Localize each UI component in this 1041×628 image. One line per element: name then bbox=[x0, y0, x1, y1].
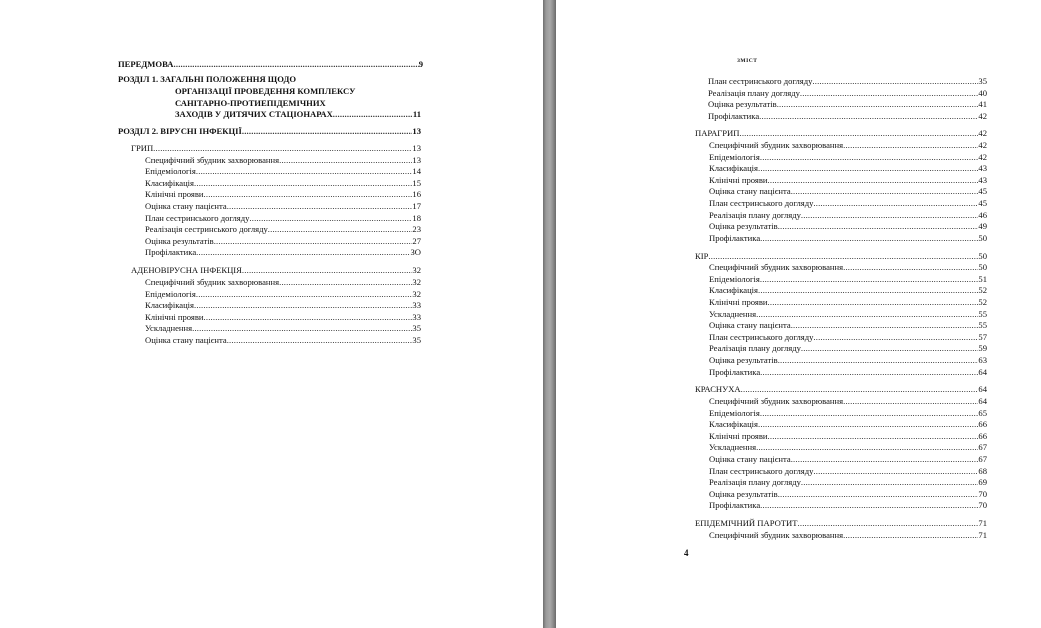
toc-item-page: 43 bbox=[978, 174, 987, 185]
toc-item-title: Оцінка стану пацієнта bbox=[709, 186, 791, 197]
toc-item bbox=[145, 189, 421, 201]
toc-item-page: 33 bbox=[412, 300, 421, 311]
leader-dots bbox=[279, 155, 412, 167]
leader-dots bbox=[800, 88, 979, 100]
toc-item bbox=[709, 175, 987, 187]
leader-dots bbox=[196, 247, 410, 259]
toc-item-page: 14 bbox=[412, 166, 421, 177]
leader-dots bbox=[813, 466, 978, 478]
toc-item bbox=[145, 201, 421, 213]
leader-dots bbox=[741, 384, 979, 396]
toc-item-title: Епідеміологія bbox=[145, 288, 196, 299]
leader-dots bbox=[760, 367, 978, 379]
leader-dots bbox=[843, 530, 978, 542]
toc-item-page: 40 bbox=[978, 87, 987, 98]
toc-item bbox=[708, 111, 987, 123]
toc-item bbox=[709, 309, 987, 321]
toc-item-page: 16 bbox=[412, 189, 421, 200]
toc-item bbox=[145, 277, 421, 289]
leader-dots bbox=[760, 408, 979, 420]
toc-item bbox=[145, 335, 421, 347]
page-number: 4 bbox=[684, 548, 689, 558]
toc-item-title: Специфічний збудник захворювання bbox=[145, 154, 280, 165]
toc-item-page: 35 bbox=[412, 334, 421, 345]
toc-item bbox=[709, 297, 987, 309]
toc-item-page: 45 bbox=[978, 186, 987, 197]
toc-item-title: Специфічний збудник захворювання bbox=[709, 529, 844, 540]
toc-item-title: Клінічні прояви bbox=[145, 189, 204, 200]
toc-item-page: 66 bbox=[978, 419, 987, 430]
toc-item-page: 66 bbox=[978, 430, 987, 441]
toc-chapter bbox=[695, 518, 987, 530]
toc-item-title: План сестринського догляду bbox=[708, 76, 813, 86]
toc-item-title: Оцінка результатів bbox=[708, 99, 777, 110]
toc-item-page: 69 bbox=[978, 477, 987, 488]
leader-dots bbox=[333, 109, 413, 121]
leader-dots bbox=[768, 297, 979, 309]
toc-item bbox=[145, 236, 421, 248]
toc-item-page: 70 bbox=[978, 488, 987, 499]
toc-item-title: Оцінка результатів bbox=[709, 488, 778, 499]
toc-item-page: 42 bbox=[978, 110, 987, 121]
toc-section1-title: ЗАХОДІВ У ДИТЯЧИХ СТАЦІОНАРАХ bbox=[175, 109, 333, 120]
toc-item-title: Оцінка результатів bbox=[145, 235, 214, 246]
leader-dots bbox=[758, 285, 978, 297]
page-header: ЗМІСТ bbox=[737, 58, 758, 64]
toc-item bbox=[145, 289, 421, 301]
toc-item bbox=[145, 323, 421, 335]
toc-item-page: 67 bbox=[978, 442, 987, 453]
toc-item-page: 68 bbox=[978, 465, 987, 476]
toc-item bbox=[709, 419, 987, 431]
toc-item bbox=[709, 163, 987, 175]
leader-dots bbox=[778, 489, 979, 501]
toc-chapter-page: 32 bbox=[412, 265, 421, 276]
leader-dots bbox=[791, 320, 979, 332]
toc-item bbox=[709, 489, 987, 501]
leader-dots bbox=[798, 518, 979, 530]
toc-item-title: Профілактика bbox=[709, 232, 761, 243]
toc-item-page: 55 bbox=[978, 320, 987, 331]
toc-item-page: 15 bbox=[412, 177, 421, 188]
toc-item-page: ЗО bbox=[410, 247, 421, 258]
toc-section1-line: САНІТАРНО-ПРОТИЕПІДЕМІЧНИХ bbox=[175, 97, 326, 108]
toc-chapter-title: ЕПІДЕМІЧНИЙ ПАРОТИТ bbox=[695, 518, 798, 529]
toc-item bbox=[709, 320, 987, 332]
toc-chapter-page: 13 bbox=[412, 143, 421, 153]
leader-dots bbox=[768, 431, 979, 443]
toc-item bbox=[145, 312, 421, 324]
toc-item-title: Класифікація bbox=[709, 163, 759, 174]
toc-item bbox=[145, 224, 421, 236]
toc-item bbox=[709, 274, 987, 286]
leader-dots bbox=[194, 300, 412, 312]
toc-item-title: Класифікація bbox=[709, 285, 759, 296]
leader-dots bbox=[756, 309, 978, 321]
toc-item-page: 52 bbox=[978, 297, 987, 307]
toc-item-page: 41 bbox=[978, 99, 987, 110]
toc-chapter-page: 50 bbox=[978, 250, 987, 261]
toc-item-title: Класифікація bbox=[145, 177, 195, 188]
toc-item bbox=[145, 213, 421, 225]
toc-preface bbox=[118, 59, 423, 71]
leader-dots bbox=[249, 213, 412, 225]
toc-chapter bbox=[695, 251, 987, 263]
toc-item-page: 57 bbox=[978, 331, 987, 342]
leader-dots bbox=[758, 163, 978, 175]
toc-item-title: Реалізація плану догляду bbox=[709, 343, 801, 354]
toc-item bbox=[709, 332, 987, 344]
toc-item-page: 43 bbox=[978, 163, 987, 174]
toc-item bbox=[145, 247, 421, 259]
leader-dots bbox=[777, 99, 979, 111]
toc-item-page: 13 bbox=[412, 154, 421, 165]
toc-item bbox=[709, 210, 987, 222]
toc-item bbox=[709, 140, 987, 152]
toc-item-page: 52 bbox=[978, 285, 987, 296]
toc-item-title: Клінічні прояви bbox=[709, 174, 768, 185]
toc-item-title: План сестринського догляду bbox=[709, 198, 814, 208]
toc-item-title: Реалізація плану догляду bbox=[709, 477, 801, 488]
leader-dots bbox=[708, 251, 978, 263]
toc-item-page: 67 bbox=[978, 454, 987, 464]
toc-item-page: 50 bbox=[978, 232, 987, 243]
toc-chapter-title: ПАРАГРИП bbox=[695, 128, 740, 139]
toc-item-title: Реалізація плану догляду bbox=[709, 209, 801, 220]
toc-item-title: Реалізація сестринського догляду bbox=[145, 224, 268, 235]
leader-dots bbox=[739, 128, 978, 140]
toc-item bbox=[709, 454, 987, 466]
toc-item bbox=[145, 166, 421, 178]
toc-item bbox=[145, 155, 421, 167]
toc-chapter bbox=[695, 384, 987, 396]
leader-dots bbox=[760, 274, 979, 286]
toc-item-title: Специфічний збудник захворювання bbox=[709, 262, 844, 273]
toc-item-title: Профілактика bbox=[709, 500, 761, 511]
toc-item-title: Класифікація bbox=[145, 300, 195, 311]
toc-item-page: 63 bbox=[978, 355, 987, 365]
toc-item-page: 64 bbox=[978, 366, 987, 377]
toc-item-page: 49 bbox=[978, 221, 987, 232]
toc-item-title: Специфічний збудник захворювання bbox=[709, 396, 844, 406]
toc-item-title: Специфічний збудник захворювання bbox=[709, 140, 844, 150]
leader-dots bbox=[760, 500, 978, 512]
toc-item bbox=[709, 530, 987, 542]
leader-dots bbox=[778, 221, 979, 233]
toc-preface-title: ПЕРЕДМОВА bbox=[118, 59, 174, 69]
toc-item bbox=[709, 262, 987, 274]
toc-item-page: 71 bbox=[978, 529, 987, 540]
toc-item-page: 64 bbox=[978, 396, 987, 406]
toc-item-page: 51 bbox=[978, 273, 987, 284]
leader-dots bbox=[214, 236, 413, 248]
leader-dots bbox=[813, 332, 978, 344]
leader-dots bbox=[268, 224, 413, 236]
leader-dots bbox=[192, 323, 412, 335]
toc-chapter-page: 42 bbox=[978, 128, 987, 139]
toc-item-page: 18 bbox=[412, 212, 421, 223]
toc-item-title: Клінічні прояви bbox=[145, 311, 204, 322]
toc-section2-page: 13 bbox=[412, 126, 421, 136]
toc-item bbox=[709, 477, 987, 489]
toc-item-title: Класифікація bbox=[709, 419, 759, 430]
leader-dots bbox=[843, 140, 978, 152]
toc-item-title: Оцінка результатів bbox=[709, 221, 778, 232]
leader-dots bbox=[768, 175, 979, 187]
toc-item-page: 35 bbox=[978, 76, 987, 86]
leader-dots bbox=[813, 198, 978, 210]
toc-item-page: 42 bbox=[978, 140, 987, 150]
toc-item-title: Оцінка результатів bbox=[709, 355, 778, 365]
toc-section2 bbox=[118, 126, 421, 138]
toc-item bbox=[709, 285, 987, 297]
toc-item-page: 33 bbox=[412, 311, 421, 322]
toc-item bbox=[708, 88, 987, 100]
toc-chapter-title: КРАСНУХА bbox=[695, 384, 741, 395]
leader-dots bbox=[279, 277, 412, 289]
toc-chapter bbox=[695, 128, 987, 140]
toc-item-title: Ускладнення bbox=[145, 323, 193, 334]
leader-dots bbox=[812, 76, 978, 88]
toc-item bbox=[709, 152, 987, 164]
toc-item-title: План сестринського догляду bbox=[709, 331, 814, 342]
toc-item-title: Клінічні прояви bbox=[709, 430, 768, 441]
leader-dots bbox=[791, 186, 979, 198]
toc-item bbox=[708, 99, 987, 111]
toc-section1-line: ОРГАНІЗАЦІЇ ПРОВЕДЕННЯ КОМПЛЕКСУ bbox=[175, 85, 356, 96]
leader-dots bbox=[227, 201, 413, 213]
toc-item-title: Профілактика bbox=[708, 110, 760, 121]
leader-dots bbox=[204, 189, 413, 201]
toc-item bbox=[709, 233, 987, 245]
toc-item bbox=[709, 186, 987, 198]
toc-item-title: Оцінка стану пацієнта bbox=[709, 320, 791, 331]
toc-item-title: Оцінка стану пацієнта bbox=[145, 334, 227, 345]
toc-chapter-page: 71 bbox=[978, 518, 987, 529]
toc-item bbox=[709, 500, 987, 512]
toc-item-title: Оцінка стану пацієнта bbox=[145, 201, 227, 211]
leader-dots bbox=[196, 289, 413, 301]
toc-item-page: 50 bbox=[978, 262, 987, 273]
toc-item-page: 23 bbox=[412, 224, 421, 235]
leader-dots bbox=[843, 262, 978, 274]
toc-chapter-page: 64 bbox=[978, 384, 987, 395]
toc-item-page: 42 bbox=[978, 151, 987, 162]
toc-chapter-title: ГРИП bbox=[131, 143, 154, 153]
leader-dots bbox=[801, 343, 979, 355]
toc-item-title: Епідеміологія bbox=[145, 166, 196, 177]
toc-item bbox=[709, 466, 987, 478]
page-gutter bbox=[543, 0, 556, 628]
toc-item bbox=[709, 198, 987, 210]
toc-item-page: 27 bbox=[412, 235, 421, 246]
toc-section1 bbox=[175, 109, 421, 121]
leader-dots bbox=[791, 454, 979, 466]
leader-dots bbox=[194, 178, 412, 190]
leader-dots bbox=[242, 265, 413, 277]
toc-item-page: 35 bbox=[412, 323, 421, 334]
toc-chapter bbox=[131, 143, 421, 155]
leader-dots bbox=[778, 355, 979, 367]
toc-item-title: Оцінка стану пацієнта bbox=[709, 454, 791, 464]
toc-item-title: План сестринського догляду bbox=[145, 212, 250, 223]
toc-item-page: 70 bbox=[978, 500, 987, 511]
toc-section1-page: 11 bbox=[412, 109, 421, 120]
toc-item-title: Епідеміологія bbox=[709, 407, 760, 418]
toc-item bbox=[709, 431, 987, 443]
toc-item-page: 45 bbox=[978, 198, 987, 208]
leader-dots bbox=[843, 396, 978, 408]
leader-dots bbox=[756, 442, 978, 454]
right-page bbox=[556, 0, 1041, 628]
toc-item bbox=[708, 76, 987, 88]
toc-item-title: Епідеміологія bbox=[709, 151, 760, 162]
toc-section1-line: РОЗДІЛ 1. ЗАГАЛЬНІ ПОЛОЖЕННЯ ЩОДО bbox=[118, 74, 297, 84]
toc-chapter bbox=[131, 265, 421, 277]
toc-item-page: 17 bbox=[412, 201, 421, 211]
leader-dots bbox=[801, 477, 979, 489]
leader-dots bbox=[227, 335, 413, 347]
toc-item bbox=[709, 221, 987, 233]
toc-item-title: Реалізація плану догляду bbox=[708, 87, 800, 98]
leader-dots bbox=[759, 111, 978, 123]
leader-dots bbox=[204, 312, 413, 324]
toc-item-title: Клінічні прояви bbox=[709, 297, 768, 307]
toc-item bbox=[145, 300, 421, 312]
leader-dots bbox=[174, 59, 419, 71]
toc-item bbox=[145, 178, 421, 190]
leader-dots bbox=[153, 143, 412, 155]
toc-item-title: Профілактика bbox=[709, 366, 761, 377]
toc-chapter-title: КІР bbox=[695, 250, 709, 261]
toc-item bbox=[709, 396, 987, 408]
toc-item bbox=[709, 355, 987, 367]
toc-item bbox=[709, 343, 987, 355]
toc-item bbox=[709, 367, 987, 379]
toc-item-page: 65 bbox=[978, 407, 987, 418]
toc-item bbox=[709, 408, 987, 420]
toc-item-title: Ускладнення bbox=[709, 308, 757, 319]
leader-dots bbox=[242, 126, 413, 138]
leader-dots bbox=[801, 210, 979, 222]
toc-item-page: 46 bbox=[978, 209, 987, 220]
toc-item-page: 55 bbox=[978, 308, 987, 319]
toc-item-title: План сестринського догляду bbox=[709, 465, 814, 476]
toc-section2-title: РОЗДІЛ 2. ВІРУСНІ ІНФЕКЦІЇ bbox=[118, 126, 242, 136]
toc-item bbox=[709, 442, 987, 454]
toc-item-page: 32 bbox=[412, 288, 421, 299]
leader-dots bbox=[760, 233, 978, 245]
leader-dots bbox=[758, 419, 978, 431]
toc-preface-page: 9 bbox=[418, 59, 423, 69]
toc-chapter-title: АДЕНОВІРУСНА ІНФЕКЦІЯ bbox=[131, 265, 242, 276]
toc-item-title: Профілактика bbox=[145, 247, 197, 258]
toc-item-title: Ускладнення bbox=[709, 442, 757, 453]
toc-item-page: 32 bbox=[412, 276, 421, 287]
toc-item-page: 59 bbox=[978, 343, 987, 354]
toc-item-title: Специфічний збудник захворювання bbox=[145, 276, 280, 287]
leader-dots bbox=[196, 166, 413, 178]
leader-dots bbox=[760, 152, 979, 164]
toc-item-title: Епідеміологія bbox=[709, 273, 760, 284]
